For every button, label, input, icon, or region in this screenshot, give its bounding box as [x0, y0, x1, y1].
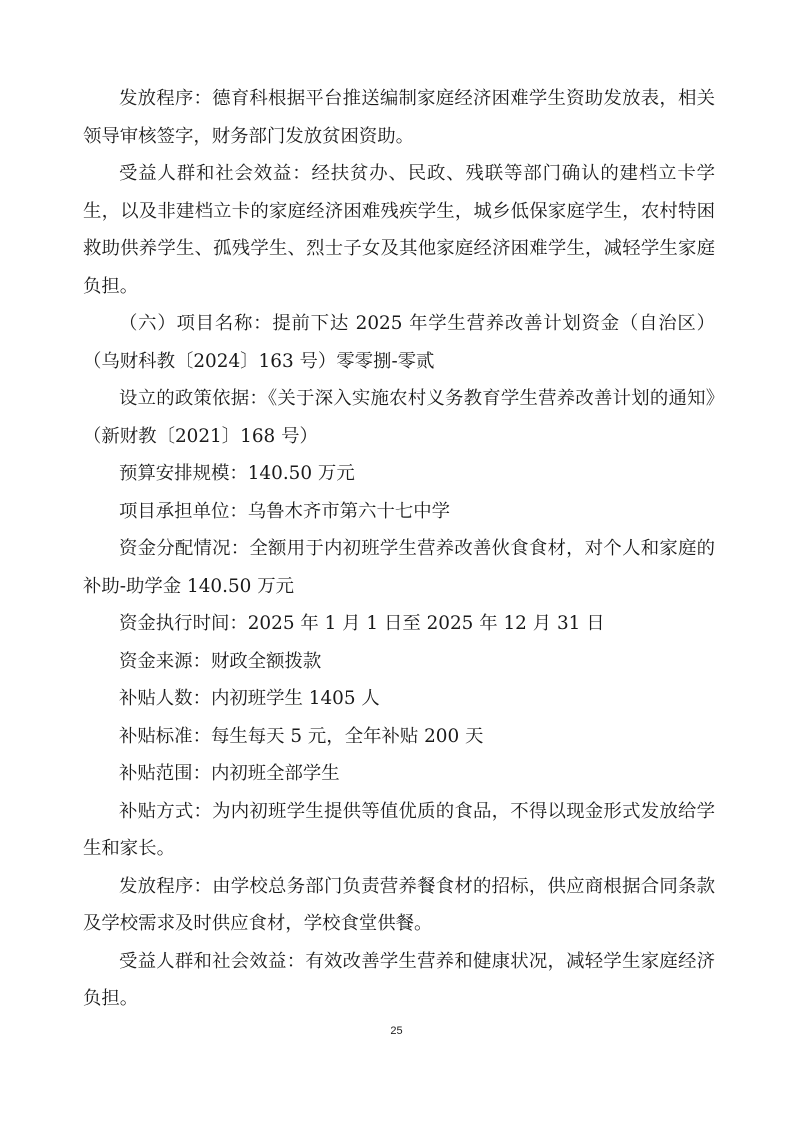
- paragraph-subsidy-count: 补贴人数：内初班学生 1405 人: [119, 688, 380, 709]
- paragraph-undertaking-unit: 项目承担单位：乌鲁木齐市第六十七中学: [119, 500, 451, 522]
- paragraph-budget-scale: 预算安排规模：140.50 万元: [119, 463, 355, 484]
- paragraph-distribution-procedure-1: 发放程序：德育科根据平台推送编制家庭经济困难学生资助发放表，相关领导审核签字，财务部门发放贫困资助。: [83, 88, 715, 147]
- paragraph-subsidy-scope: 补贴范围：内初班全部学生: [119, 763, 340, 784]
- paragraph-execution-time: 资金执行时间：2025 年 1 月 1 日至 2025 年 12 月 31 日: [119, 613, 605, 634]
- paragraph-subsidy-method: 补贴方式：为内初班学生提供等值优质的食品，不得以现金形式发放给学生和家长。: [83, 800, 715, 859]
- paragraph-beneficiaries-2: 受益人群和社会效益：有效改善学生营养和健康状况，减轻学生家庭经济负担。: [83, 950, 715, 1009]
- document-body: [83, 80, 715, 1018]
- paragraph-distribution-procedure-2: 发放程序：由学校总务部门负责营养餐食材的招标，供应商根据合同条款及学校需求及时供应食材，学校食堂供餐。: [83, 875, 715, 934]
- paragraph-fund-source: 资金来源：财政全额拨款: [119, 650, 322, 672]
- paragraph-fund-allocation: 资金分配情况：全额用于内初班学生营养改善伙食食材，对个人和家庭的补助-助学金 140.50 万元: [83, 538, 715, 597]
- paragraph-policy-basis: 设立的政策依据：《关于深入实施农村义务教育学生营养改善计划的通知》（新财教〔2021〕168 号）: [83, 388, 715, 447]
- paragraph-project-name: （六）项目名称：提前下达 2025 年学生营养改善计划资金（自治区）（乌财科教〔2024〕163 号）零零捌-零贰: [83, 313, 715, 372]
- page-number: 25: [390, 1025, 403, 1037]
- paragraph-subsidy-standard: 补贴标准：每生每天 5 元，全年补贴 200 天: [119, 725, 484, 747]
- paragraph-beneficiaries-1: 受益人群和社会效益：经扶贫办、民政、残联等部门确认的建档立卡学生，以及非建档立卡的家庭经济困难残疾学生，城乡低保家庭学生，农村特困救助供养学生、孤残学生、烈士子女及其他家庭经济困难学生，减轻学生家庭负担。: [83, 163, 715, 297]
